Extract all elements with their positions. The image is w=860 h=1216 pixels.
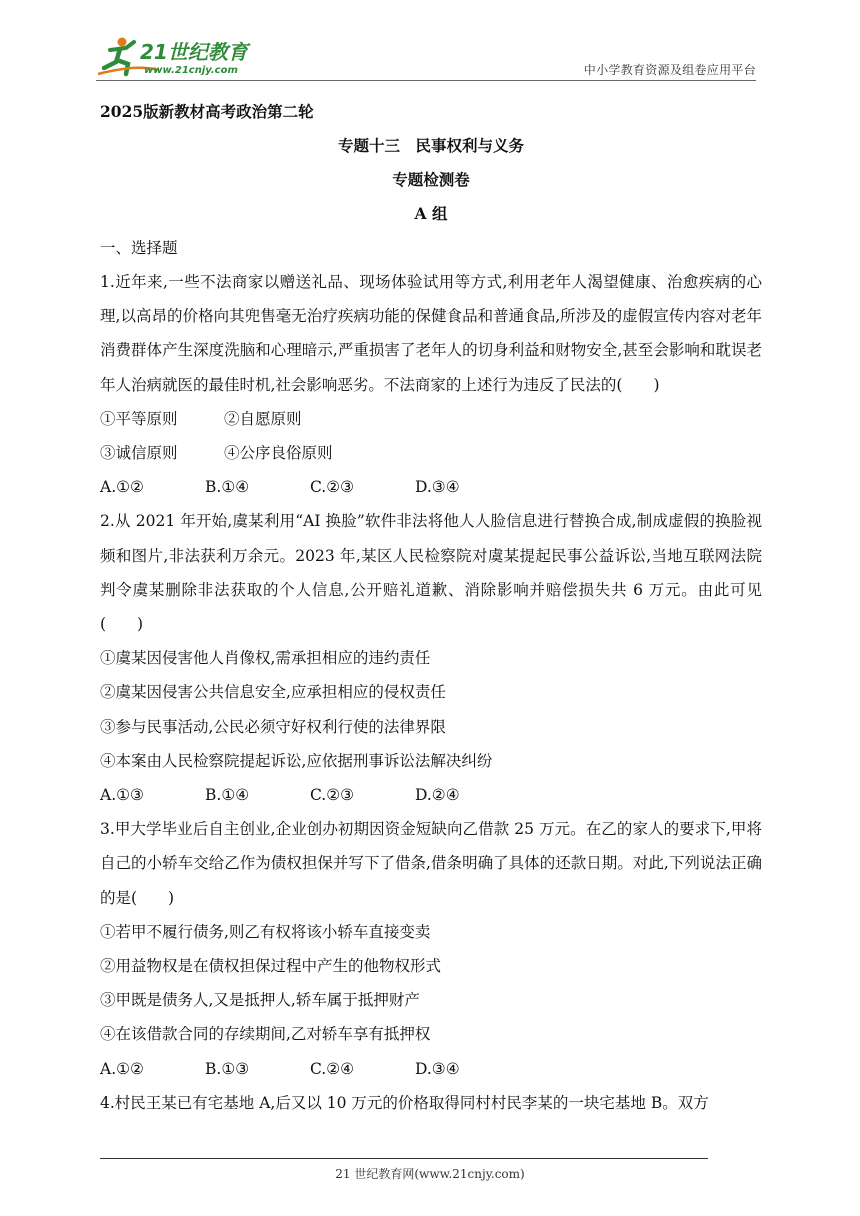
logo-main-text: 21世纪教育 — [140, 40, 248, 64]
statement-row — [100, 436, 762, 470]
answer-choice-d[interactable]: D.③④ — [415, 1059, 460, 1078]
question-stem: 3.甲大学毕业后自主创业,企业创办初期因资金短缺向乙借款 25 万元。在乙的家人的要求下,甲将自己的小轿车交给乙作为债权担保并写下了借条,借条明确了具体的还款日期。对此,下列说法正确的是( ) — [100, 820, 762, 907]
answer-choice-d[interactable]: D.②④ — [415, 786, 460, 805]
statement-option: ④公序良俗原则 — [224, 444, 333, 463]
answer-choices — [100, 778, 762, 812]
footer-divider — [100, 1158, 708, 1159]
answer-choice-c[interactable]: C.②③ — [310, 786, 355, 805]
answer-choice-a[interactable]: A.①② — [100, 478, 144, 497]
footer-link[interactable]: 21 世纪教育网(www.21cnjy.com) — [335, 1167, 525, 1181]
series-title: 2025版新教材高考政治第二轮 — [100, 102, 314, 121]
answer-choice-b[interactable]: B.①④ — [205, 786, 250, 805]
logo-sub-text: www.21cnjy.com — [144, 65, 238, 76]
answer-choice-b[interactable]: B.①④ — [205, 478, 250, 497]
document-body — [100, 95, 762, 1120]
runner-logo-icon — [96, 34, 276, 82]
answer-choice-c[interactable]: C.②④ — [310, 1059, 355, 1078]
platform-name: 中小学教育资源及组卷应用平台 — [583, 63, 756, 77]
topic-title: 专题十三 民事权利与义务 — [337, 136, 524, 155]
answer-choice-a[interactable]: A.①② — [100, 1059, 144, 1078]
statement-row — [100, 402, 762, 436]
question-3 — [100, 812, 762, 1086]
section-heading: 一、选择题 — [100, 239, 178, 257]
question-2 — [100, 504, 762, 812]
answer-choice-c[interactable]: C.②③ — [310, 478, 355, 497]
group-label: A 组 — [414, 204, 448, 223]
answer-choice-a[interactable]: A.①③ — [100, 786, 144, 805]
answer-choices — [100, 470, 762, 504]
statement-option: ④在该借款合同的存续期间,乙对轿车享有抵押权 — [100, 1025, 431, 1044]
exam-subtitle: 专题检测卷 — [392, 170, 470, 189]
statement-option: ②用益物权是在债权担保过程中产生的他物权形式 — [100, 957, 442, 976]
statement-option: ④本案由人民检察院提起诉讼,应依据刑事诉讼法解决纠纷 — [100, 751, 493, 770]
answer-choice-d[interactable]: D.③④ — [415, 478, 460, 497]
statement-option: ②虞某因侵害公共信息安全,应承担相应的侵权责任 — [100, 683, 446, 702]
answer-choice-b[interactable]: B.①③ — [205, 1059, 250, 1078]
statement-option: ③诚信原则 — [100, 444, 178, 463]
statement-option: ②自愿原则 — [224, 409, 302, 428]
question-stem: 4.村民王某已有宅基地 A,后又以 10 万元的价格取得同村村民李某的一块宅基地 B。双方 — [100, 1093, 709, 1112]
header-divider — [96, 80, 756, 81]
question-4 — [100, 1086, 762, 1120]
statement-option: ①平等原则 — [100, 409, 178, 428]
answer-choices — [100, 1052, 762, 1086]
page-header — [0, 0, 860, 90]
statement-option: ③甲既是债务人,又是抵押人,轿车属于抵押财产 — [100, 991, 420, 1010]
statement-option: ①若甲不履行债务,则乙有权将该小轿车直接变卖 — [100, 922, 431, 941]
statement-option: ③参与民事活动,公民必须守好权利行使的法律界限 — [100, 717, 446, 736]
question-stem: 1.近年来,一些不法商家以赠送礼品、现场体验试用等方式,利用老年人渴望健康、治愈疾病的心理,以高昂的价格向其兜售毫无治疗疾病功能的保健食品和普通食品,所涉及的虚假宣传内容对老年消费群体产生深度洗脑和心理暗示,严重损害了老年人的切身利益和财物安全,甚至会影响和耽误老年人治病就医的最佳时机,社会影响恶劣。不法商家的上述行为违反了民法的( ) — [100, 273, 762, 394]
site-logo — [96, 34, 276, 82]
question-1 — [100, 265, 762, 504]
question-stem: 2.从 2021 年开始,虞某利用“AI 换脸”软件非法将他人人脸信息进行替换合成,制成虚假的换脸视频和图片,非法获利万余元。2023 年,某区人民检察院对虞某提起民事公益诉讼,当地互联网法院判令虞某删除非法获取的个人信息,公开赔礼道歉、消除影响并赔偿损失共 6 万元。由此可见( ) — [100, 512, 762, 634]
statement-option: ①虞某因侵害他人肖像权,需承担相应的违约责任 — [100, 649, 431, 668]
